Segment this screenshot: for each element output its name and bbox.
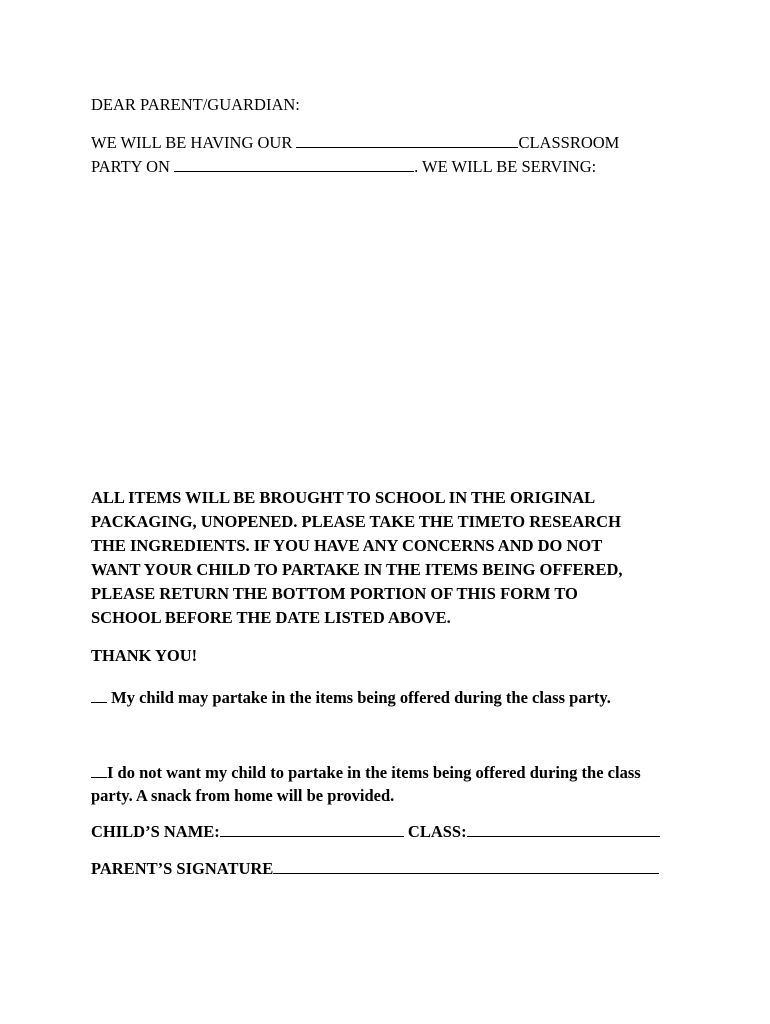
- option-no-partake-continued: party. A snack from home will be provided.: [91, 786, 395, 805]
- child-name-label: CHILD’S NAME:: [91, 822, 220, 841]
- party-line-2-prefix: PARTY ON: [91, 157, 170, 176]
- thank-you: THANK YOU!: [91, 646, 198, 665]
- no-partake-checkbox[interactable]: [91, 762, 107, 778]
- notice-line: PLEASE RETURN THE BOTTOM PORTION OF THIS FORM TO: [91, 584, 578, 603]
- child-name-field[interactable]: [220, 821, 404, 837]
- child-class-row: [91, 821, 660, 842]
- notice-line: THE INGREDIENTS. IF YOU HAVE ANY CONCERNS AND DO NOT: [91, 536, 603, 555]
- party-line-1-suffix: CLASSROOM: [518, 133, 620, 152]
- signature-field[interactable]: [273, 858, 659, 874]
- notice-line: WANT YOUR CHILD TO PARTAKE IN THE ITEMS BEING OFFERED,: [91, 560, 623, 579]
- class-name-blank[interactable]: [296, 132, 518, 148]
- salutation: DEAR PARENT/GUARDIAN:: [91, 95, 300, 114]
- party-line-2-suffix: . WE WILL BE SERVING:: [414, 157, 597, 176]
- option-no-partake: [91, 762, 641, 783]
- signature-label: PARENT’S SIGNATURE: [91, 859, 274, 878]
- option-may-partake: [91, 687, 611, 708]
- may-partake-checkbox[interactable]: [91, 687, 107, 703]
- notice-line: PACKAGING, UNOPENED. PLEASE TAKE THE TIMETO RESEARCH: [91, 512, 621, 531]
- class-field[interactable]: [467, 821, 660, 837]
- notice-line: ALL ITEMS WILL BE BROUGHT TO SCHOOL IN THE ORIGINAL: [91, 488, 596, 507]
- party-line-2: [91, 156, 596, 177]
- option-no-partake-label: I do not want my child to partake in the items being offered during the class: [107, 763, 641, 782]
- party-date-blank[interactable]: [174, 156, 414, 172]
- party-line-1: [91, 132, 619, 153]
- party-line-1-prefix: WE WILL BE HAVING OUR: [91, 133, 293, 152]
- class-label: CLASS:: [407, 822, 467, 841]
- notice-line: SCHOOL BEFORE THE DATE LISTED ABOVE.: [91, 608, 451, 627]
- signature-row: [91, 858, 659, 879]
- option-may-partake-label: My child may partake in the items being offered during the class party.: [111, 688, 611, 707]
